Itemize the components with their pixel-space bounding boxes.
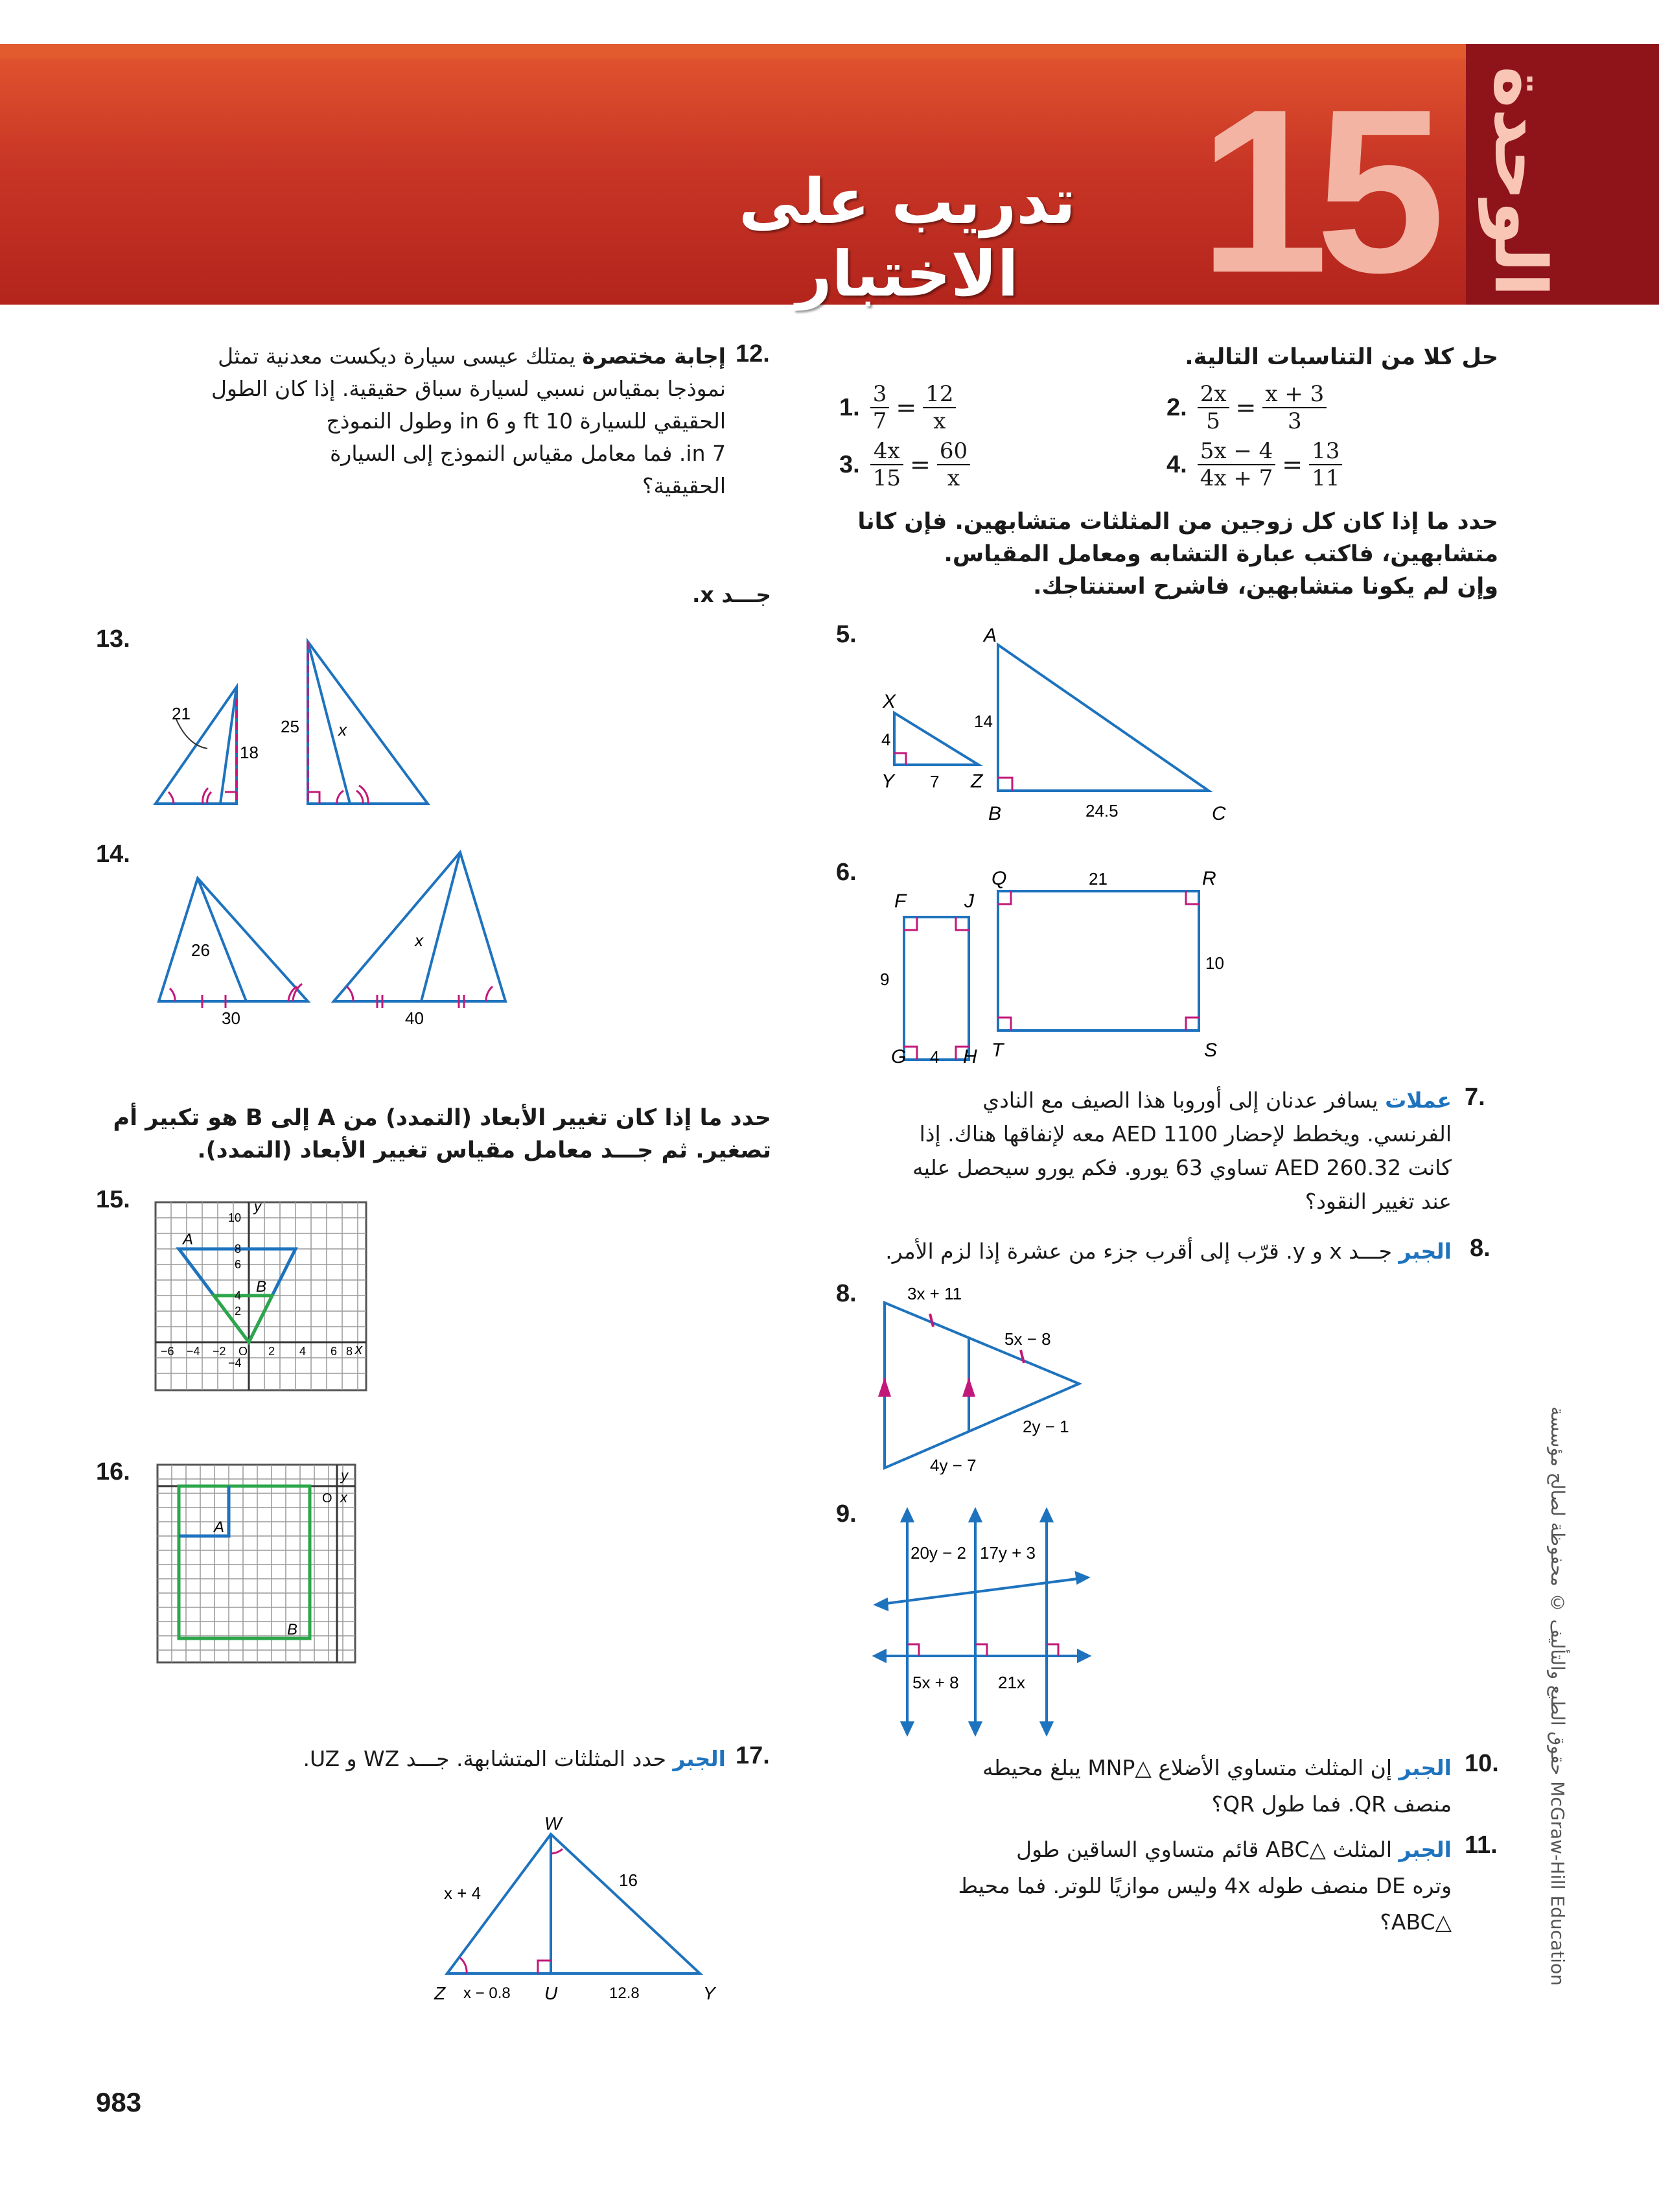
- intro-similarity: حدد ما إذا كان كل زوجين من المثلثات متشابهين. فإن كانا متشابهين، فاكتب عبارة التشابه ومعامل المقياس. وإن لم يكونا متشابهين، فاشرح استنتاجك.: [857, 509, 1498, 600]
- q8-label-right-bot: 2y − 1: [1023, 1417, 1069, 1436]
- q17-side-uy: 12.8: [609, 1985, 640, 2002]
- q13-number: 13.: [96, 625, 130, 653]
- q5-figure: [842, 616, 1244, 830]
- q15-number: 15.: [96, 1186, 130, 1213]
- q16-label-a: A: [214, 1519, 225, 1536]
- q8-figure: [868, 1280, 1128, 1474]
- q9-label-1: 20y − 2: [911, 1543, 967, 1563]
- q17-label-z: Z: [434, 1983, 446, 2003]
- q6-label-r: R: [1202, 868, 1216, 889]
- svg-text:−4: −4: [187, 1345, 200, 1358]
- svg-text:−4: −4: [228, 1356, 242, 1369]
- page-title: تدريب على الاختبار: [739, 165, 1076, 310]
- equation-4: 4. $\frac{5x - 4}{4x + 7}$ = $\frac{13}{11}$: [1166, 438, 1342, 491]
- q14-label-x: x: [415, 931, 423, 950]
- q6-side-fg: 9: [880, 970, 890, 989]
- intro-proportions: حل كلا من التناسبات التالية.: [1185, 344, 1498, 370]
- find-x-instruction: جـــد x.: [691, 582, 771, 607]
- svg-text:−2: −2: [213, 1345, 226, 1358]
- q5-side-bc: 24.5: [1085, 801, 1119, 821]
- equation-2: 2. $\frac{2x}{5}$ = $\frac{x + 3}{3}$: [1166, 381, 1327, 434]
- svg-text:6: 6: [235, 1258, 242, 1271]
- q16-axis-x: x: [340, 1489, 347, 1506]
- q6-label-f: F: [894, 891, 907, 912]
- q15-label-a: A: [183, 1231, 194, 1248]
- q14-figure: [143, 843, 518, 1037]
- question-10: الجبر إن المثلث متساوي الأضلاع △MNP يبلغ محيطه منصف QR. فما طول QR؟: [982, 1755, 1452, 1817]
- q12-number: 12.: [736, 340, 770, 367]
- q15-axis-x: x: [355, 1341, 362, 1357]
- unit-word: الوحدة: [1479, 66, 1562, 297]
- question-11: الجبر المثلث △ABC قائم متساوي الساقين طول وتره DE منصف طوله 4x وليس موازيًا للوتر. فما محيط △ABC؟: [958, 1837, 1452, 1935]
- q9-label-4: 21x: [998, 1673, 1025, 1692]
- q6-label-j: J: [964, 891, 974, 912]
- svg-text:2: 2: [268, 1345, 275, 1358]
- q6-side-gh: 4: [930, 1047, 940, 1067]
- q9-label-2: 17y + 3: [980, 1543, 1036, 1563]
- q16-origin: O: [322, 1491, 332, 1506]
- svg-text:O: O: [238, 1345, 248, 1358]
- q5-side-xy: 4: [881, 730, 891, 749]
- q17-side-zu: x − 0.8: [463, 1985, 511, 2002]
- q6-side-qr: 21: [1089, 869, 1108, 889]
- q17-side-wz: x + 4: [444, 1883, 481, 1903]
- q6-label-q: Q: [992, 868, 1007, 889]
- question-12: إجابة مختصرة يمتلك عيسى سيارة ديكست معدنية تمثل نموذجا بمقياس نسبي لسيارة سباق حقيقية. إذا كان الطول الحقيقي للسيارة 10 ft و 6 in وطول النموذج 7 in. فما معامل مقياس النموذج إلى السيارة الحقيقية؟: [211, 343, 726, 498]
- q17-side-wy: 16: [619, 1870, 638, 1890]
- q15-figure: [149, 1196, 376, 1397]
- q11-number: 11.: [1465, 1832, 1498, 1859]
- q8-label-right-top: 5x − 8: [1004, 1329, 1051, 1349]
- q6-label-t: T: [992, 1040, 1004, 1061]
- q13-label-21: 21: [172, 704, 191, 723]
- q15-label-b: B: [256, 1278, 267, 1296]
- q6-label-s: S: [1204, 1040, 1218, 1061]
- copyright-sidebar: حقوق الطبع والتأليف © محفوظة لصالح مؤسسة McGraw-Hill Education: [1547, 1406, 1568, 1986]
- q9-number: 9.: [836, 1500, 857, 1528]
- q8-label-top: 3x + 11: [907, 1284, 962, 1303]
- q5-number: 5.: [836, 621, 857, 648]
- q17-label-u: U: [544, 1983, 558, 2003]
- q17-label-y: Y: [703, 1983, 715, 2003]
- q6-number: 6.: [836, 859, 857, 886]
- equation-1: 1. $\frac{3}{7}$ = $\frac{12}{x}$: [839, 381, 956, 434]
- svg-text:4: 4: [235, 1289, 242, 1302]
- q6-label-h: H: [963, 1046, 977, 1067]
- q10-number: 10.: [1465, 1750, 1499, 1777]
- svg-text:8: 8: [346, 1345, 353, 1358]
- q5-side-yz: 7: [930, 772, 940, 791]
- q17-label-w: W: [544, 1813, 562, 1834]
- q6-side-rs: 10: [1205, 953, 1224, 973]
- q13-label-x: x: [338, 720, 347, 739]
- q5-label-z: Z: [971, 771, 983, 792]
- q6-figure: [868, 856, 1231, 1076]
- svg-text:6: 6: [331, 1345, 338, 1358]
- q5-label-a: A: [984, 625, 997, 646]
- dilation-instruction: حدد ما إذا كان تغيير الأبعاد (التمدد) من A إلى B هو تكبير أم تصغير. ثم جـــد معامل مقياس تغيير الأبعاد (التمدد).: [113, 1105, 771, 1163]
- q7-number: 7.: [1465, 1084, 1485, 1111]
- q8-instruction-number: 8.: [1470, 1235, 1491, 1262]
- q8-instruction: الجبر جـــد x و y. قرّب إلى أقرب جزء من عشرة إذا لزم الأمر.: [885, 1239, 1452, 1264]
- header-banner-highlight: [0, 44, 1659, 58]
- equation-3: 3. $\frac{4x}{15}$ = $\frac{60}{x}$: [839, 438, 970, 491]
- q9-label-3: 5x + 8: [912, 1673, 959, 1692]
- q14-number: 14.: [96, 841, 130, 868]
- page-number: 983: [96, 2087, 142, 2117]
- q5-label-c: C: [1212, 803, 1226, 824]
- q13-figure: [143, 622, 441, 817]
- svg-text:10: 10: [228, 1211, 242, 1224]
- q16-figure: [152, 1460, 363, 1667]
- q16-label-b: B: [287, 1621, 298, 1638]
- svg-text:−6: −6: [161, 1345, 174, 1358]
- svg-text:2: 2: [235, 1305, 242, 1318]
- q5-label-x: X: [883, 691, 896, 712]
- question-7: عملات يسافر عدنان إلى أوروبا هذا الصيف مع النادي الفرنسي. ويخطط لإحضار AED 1100 معه لإنفاقها هناك. إذا كانت AED 260.32 تساوي 63 يورو. فكم يورو سيحصل عليه عند تغيير النقود؟: [912, 1088, 1452, 1214]
- q16-number: 16.: [96, 1458, 130, 1485]
- question-17: الجبر حدد المثلثات المتشابهة. جـــد WZ و UZ.: [303, 1746, 726, 1771]
- q14-label-30: 30: [222, 1008, 240, 1028]
- q6-label-g: G: [891, 1046, 907, 1067]
- q8-label-bottom: 4y − 7: [930, 1456, 977, 1474]
- svg-text:8: 8: [235, 1242, 242, 1255]
- q16-axis-y: y: [341, 1467, 348, 1484]
- q15-axis-y: y: [254, 1198, 261, 1215]
- svg-text:4: 4: [299, 1345, 307, 1358]
- q8-number: 8.: [836, 1280, 857, 1307]
- q5-side-ab: 14: [974, 712, 993, 731]
- q14-label-26: 26: [191, 940, 210, 960]
- unit-number: 15: [1199, 61, 1433, 321]
- q17-number: 17.: [736, 1742, 770, 1769]
- q5-label-y: Y: [881, 771, 895, 792]
- q13-label-25: 25: [281, 717, 299, 736]
- q9-figure: [868, 1507, 1095, 1740]
- q13-label-18: 18: [240, 743, 259, 762]
- q17-figure: [428, 1805, 739, 2012]
- q5-label-b: B: [988, 803, 1002, 824]
- q14-label-40: 40: [405, 1008, 424, 1028]
